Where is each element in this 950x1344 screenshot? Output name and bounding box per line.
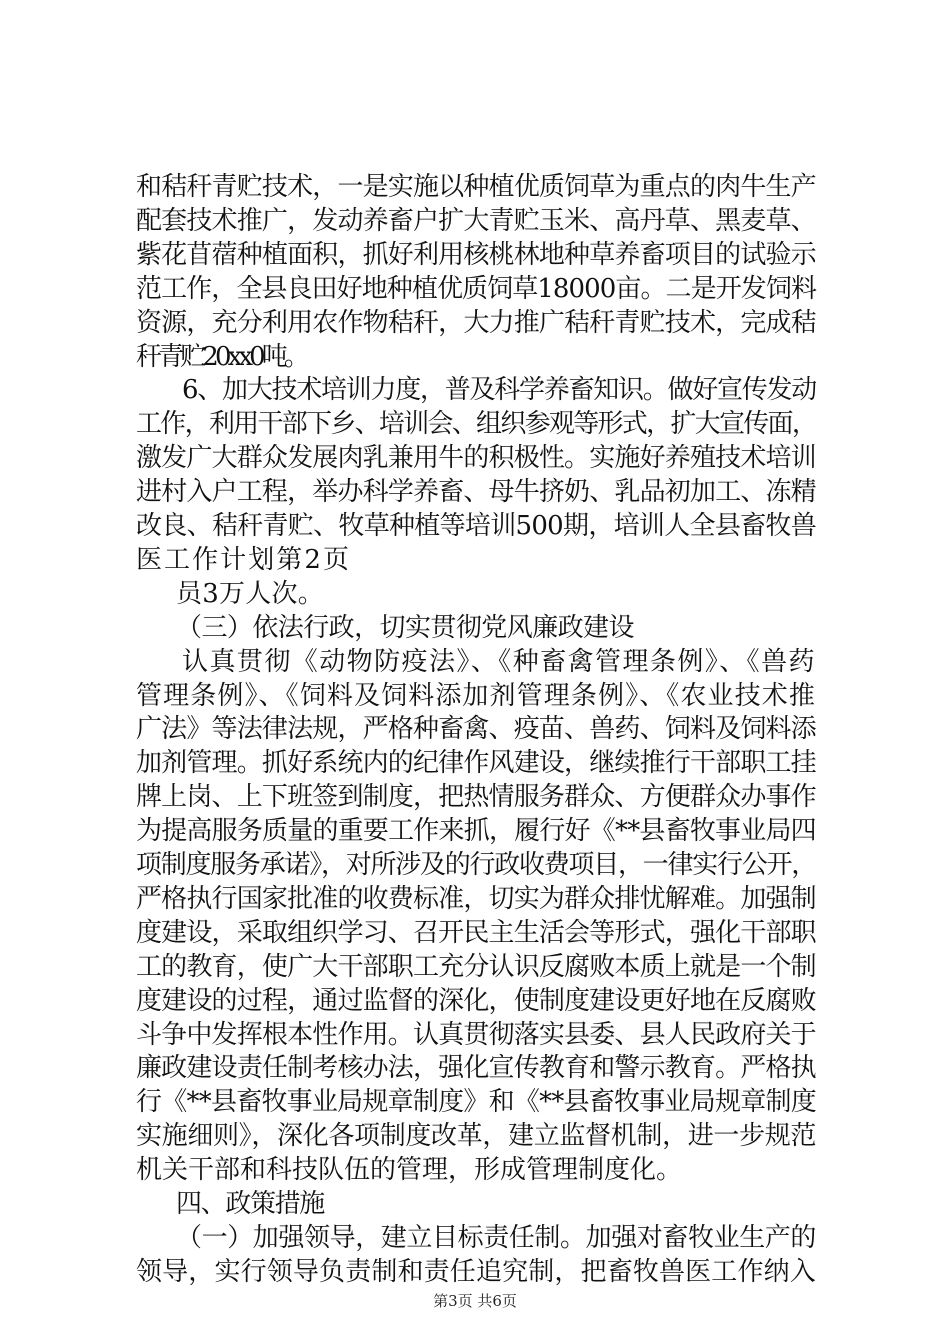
line-text: 广法》等法律法规，严格种畜禽、疫苗、兽药、饲料及饲料添: [136, 714, 816, 744]
line-text: 工的教育，使广大干部职工充分认识反腐败本质上就是一个制: [136, 952, 816, 982]
line-text: 领导，实行领导负责制和责任追究制，把畜牧兽医工作纳入: [136, 1257, 816, 1287]
line-text: 进村入户工程，举办科学养畜、母牛挤奶、乳品初加工、冻精: [136, 477, 816, 507]
line-text: 实施细则》，深化各项制度改革，建立监督机制，进一步规范: [136, 1121, 817, 1151]
line-text: 医工作计划第2页: [136, 545, 352, 575]
line-text: 员3万人次。: [176, 579, 324, 609]
line-text: 改良、秸秆青贮、牧草种植等培训500期，培训人全县畜牧兽: [136, 511, 817, 541]
line-text: （一）加强领导，建立目标责任制。加强对畜牧业生产的: [176, 1223, 817, 1253]
line-text: 激发广大群众发展肉乳兼用牛的积极性。实施好养殖技术培训: [136, 443, 816, 473]
line-text: 加剂管理。抓好系统内的纪律作风建设，继续推行干部职工挂: [136, 748, 816, 778]
line-text: 牌上岗、上下班签到制度，把热情服务群众、方便群众办事作: [136, 782, 816, 812]
line-text: 斗争中发挥根本性作用。认真贯彻落实县委、县人民政府关于: [136, 1020, 816, 1050]
line-text: 资源，充分利用农作物秸秆，大力推广秸秆青贮技术，完成秸: [136, 308, 816, 338]
line-text: 项制度服务承诺》，对所涉及的行政收费项目，一律实行公开，: [136, 850, 817, 880]
line-text: 度建设，采取组织学习、召开民主生活会等形式，强化干部职: [136, 918, 816, 948]
line-text: 认真贯彻《动物防疫法》、《种畜禽管理条例》、《兽药: [182, 647, 817, 677]
line-text: 严格执行国家批准的收费标准，切实为群众排忧解难。加强制: [136, 884, 816, 914]
line-text: 6、加大技术培训力度，普及科学养畜知识。做好宣传发动: [182, 375, 817, 405]
line-text: 为提高服务质量的重要工作来抓，履行好《**县畜牧事业局四: [136, 816, 816, 846]
line-text: 机关干部和科技队伍的管理，形成管理制度化。: [136, 1155, 683, 1185]
line-text: 范工作，全县良田好地种植优质饲草18000亩。二是开发饲料: [136, 274, 817, 304]
page-number-footer: 第3页 共6页: [433, 1292, 517, 1310]
text-line: [0, 1252, 950, 1292]
line-text: 廉政建设责任制考核办法，强化宣传教育和警示教育。严格执: [136, 1053, 816, 1083]
line-text: 和秸秆青贮技术，一是实施以种植优质饲草为重点的肉牛生产: [136, 172, 816, 202]
line-text: 工作，利用干部下乡、培训会、组织参观等形式，扩大宣传面，: [136, 409, 817, 439]
line-text: （三）依法行政，切实贯彻党风廉政建设: [176, 613, 634, 643]
line-text: 行《**县畜牧事业局规章制度》和《**县畜牧事业局规章制度: [136, 1087, 816, 1117]
line-text: 紫花苜蓿种植面积，抓好利用核桃林地种草养畜项目的试验示: [136, 240, 816, 270]
line-text: 四、政策措施: [176, 1189, 324, 1219]
line-text: 配套技术推广，发动养畜户扩大青贮玉米、高丹草、黑麦草、: [136, 206, 816, 236]
line-text: 秆青贮20xx0吨。: [136, 342, 306, 372]
line-text: 管理条例》、《饲料及饲料添加剂管理条例》、《农业技术推: [136, 681, 816, 711]
line-text: 度建设的过程，通过监督的深化，使制度建设更好地在反腐败: [136, 986, 816, 1016]
